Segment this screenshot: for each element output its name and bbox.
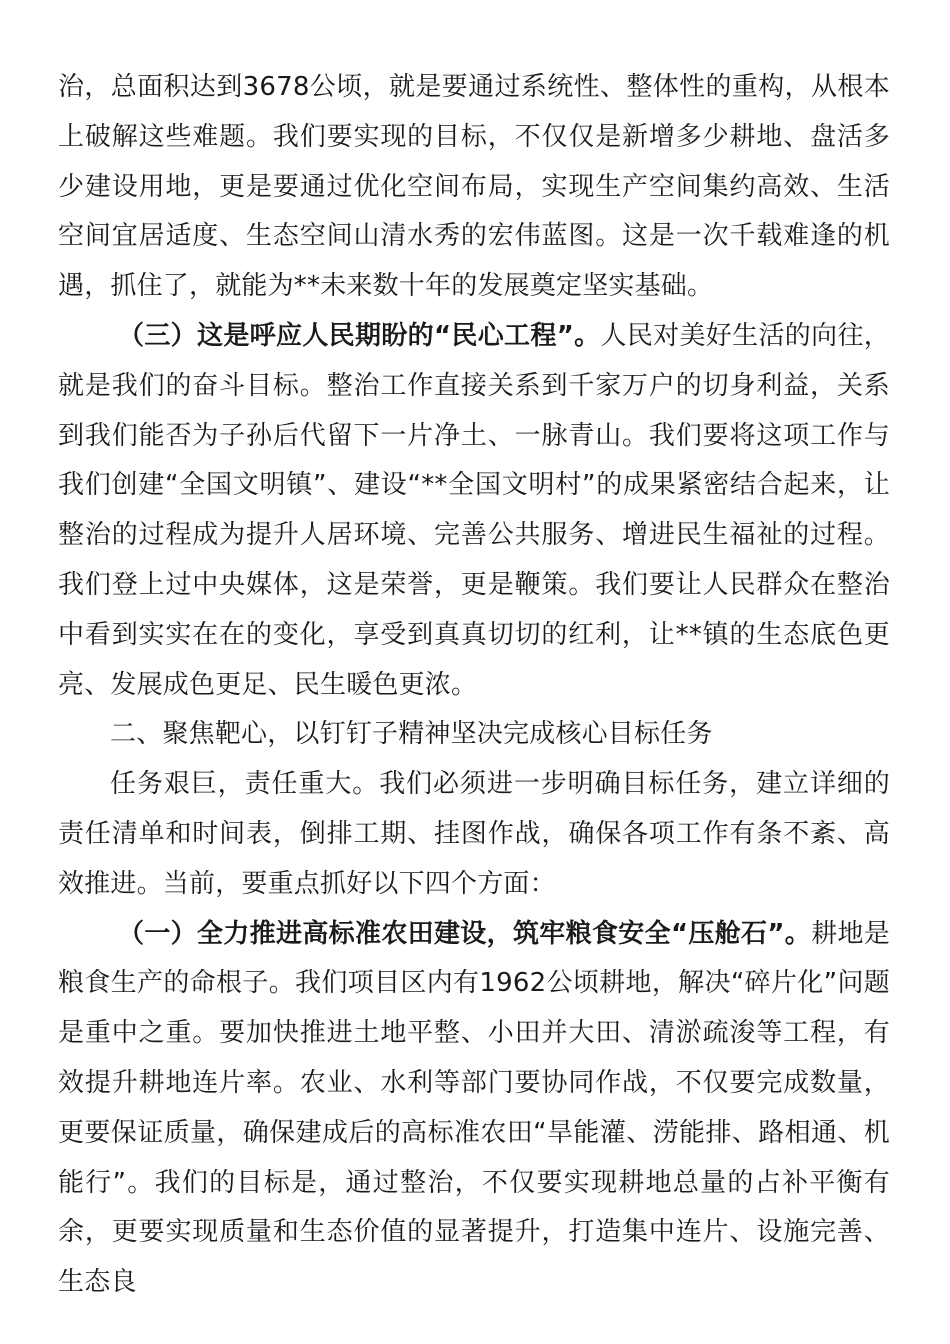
paragraph-5-heading: （一）全力推进高标准农田建设，筑牢粮食安全“压舱石”。: [118, 918, 812, 949]
paragraph-1-text: 治，总面积达到3678公顷，就是要通过系统性、整体性的重构，从根本上破解这些难题。我们要实现的目标，不仅仅是新增多少耕地、盘活多少建设用地，更是要通过优化空间布局，实现生产空间集约高效、生活空间宜居适度、生态空间山清水秀的宏伟蓝图。这是一次千载难逢的机遇，抓住了，就能为**未来数十年的发展奠定坚实基础。: [58, 72, 890, 302]
paragraph-4: [58, 760, 890, 909]
document-page: [58, 63, 890, 1308]
paragraph-5: [58, 910, 890, 1308]
paragraph-2-text: 人民对美好生活的向往，就是我们的奋斗目标。整治工作直接关系到千家万户的切身利益，关系到我们能否为子孙后代留下一片净土、一脉青山。我们要将这项工作与我们创建“全国文明镇”、建设“**全国文明村”的成果紧密结合起来，让整治的过程成为提升人居环境、完善公共服务、增进民生福祉的过程。我们登上过中央媒体，这是荣誉，更是鞭策。我们要让人民群众在整治中看到实实在在的变化，享受到真真切切的红利，让**镇的生态底色更亮、发展成色更足、民生暖色更浓。: [58, 320, 890, 700]
paragraph-2-heading: （三）这是呼应人民期盼的“民心工程”。: [118, 320, 601, 351]
paragraph-1: [58, 63, 890, 312]
paragraph-4-text: 任务艰巨，责任重大。我们必须进一步明确目标任务，建立详细的责任清单和时间表，倒排工期、挂图作战，确保各项工作有条不紊、高效推进。当前，要重点抓好以下四个方面：: [58, 769, 890, 899]
paragraph-5-text: 耕地是粮食生产的命根子。我们项目区内有1962公顷耕地，解决“碎片化”问题是重中之重。要加快推进土地平整、小田并大田、清淤疏浚等工程，有效提升耕地连片率。农业、水利等部门要协同作战，不仅要完成数量，更要保证质量，确保建成后的高标准农田“旱能灌、涝能排、路相通、机能行”。我们的目标是，通过整治，不仅要实现耕地总量的占补平衡有余，更要实现质量和生态价值的显著提升，打造集中连片、设施完善、生态良: [58, 918, 891, 1298]
paragraph-2: [58, 312, 890, 710]
section-heading-2-text: 二、聚焦靶心，以钉钉子精神坚决完成核心目标任务: [110, 719, 713, 750]
section-heading-2: [58, 710, 890, 760]
